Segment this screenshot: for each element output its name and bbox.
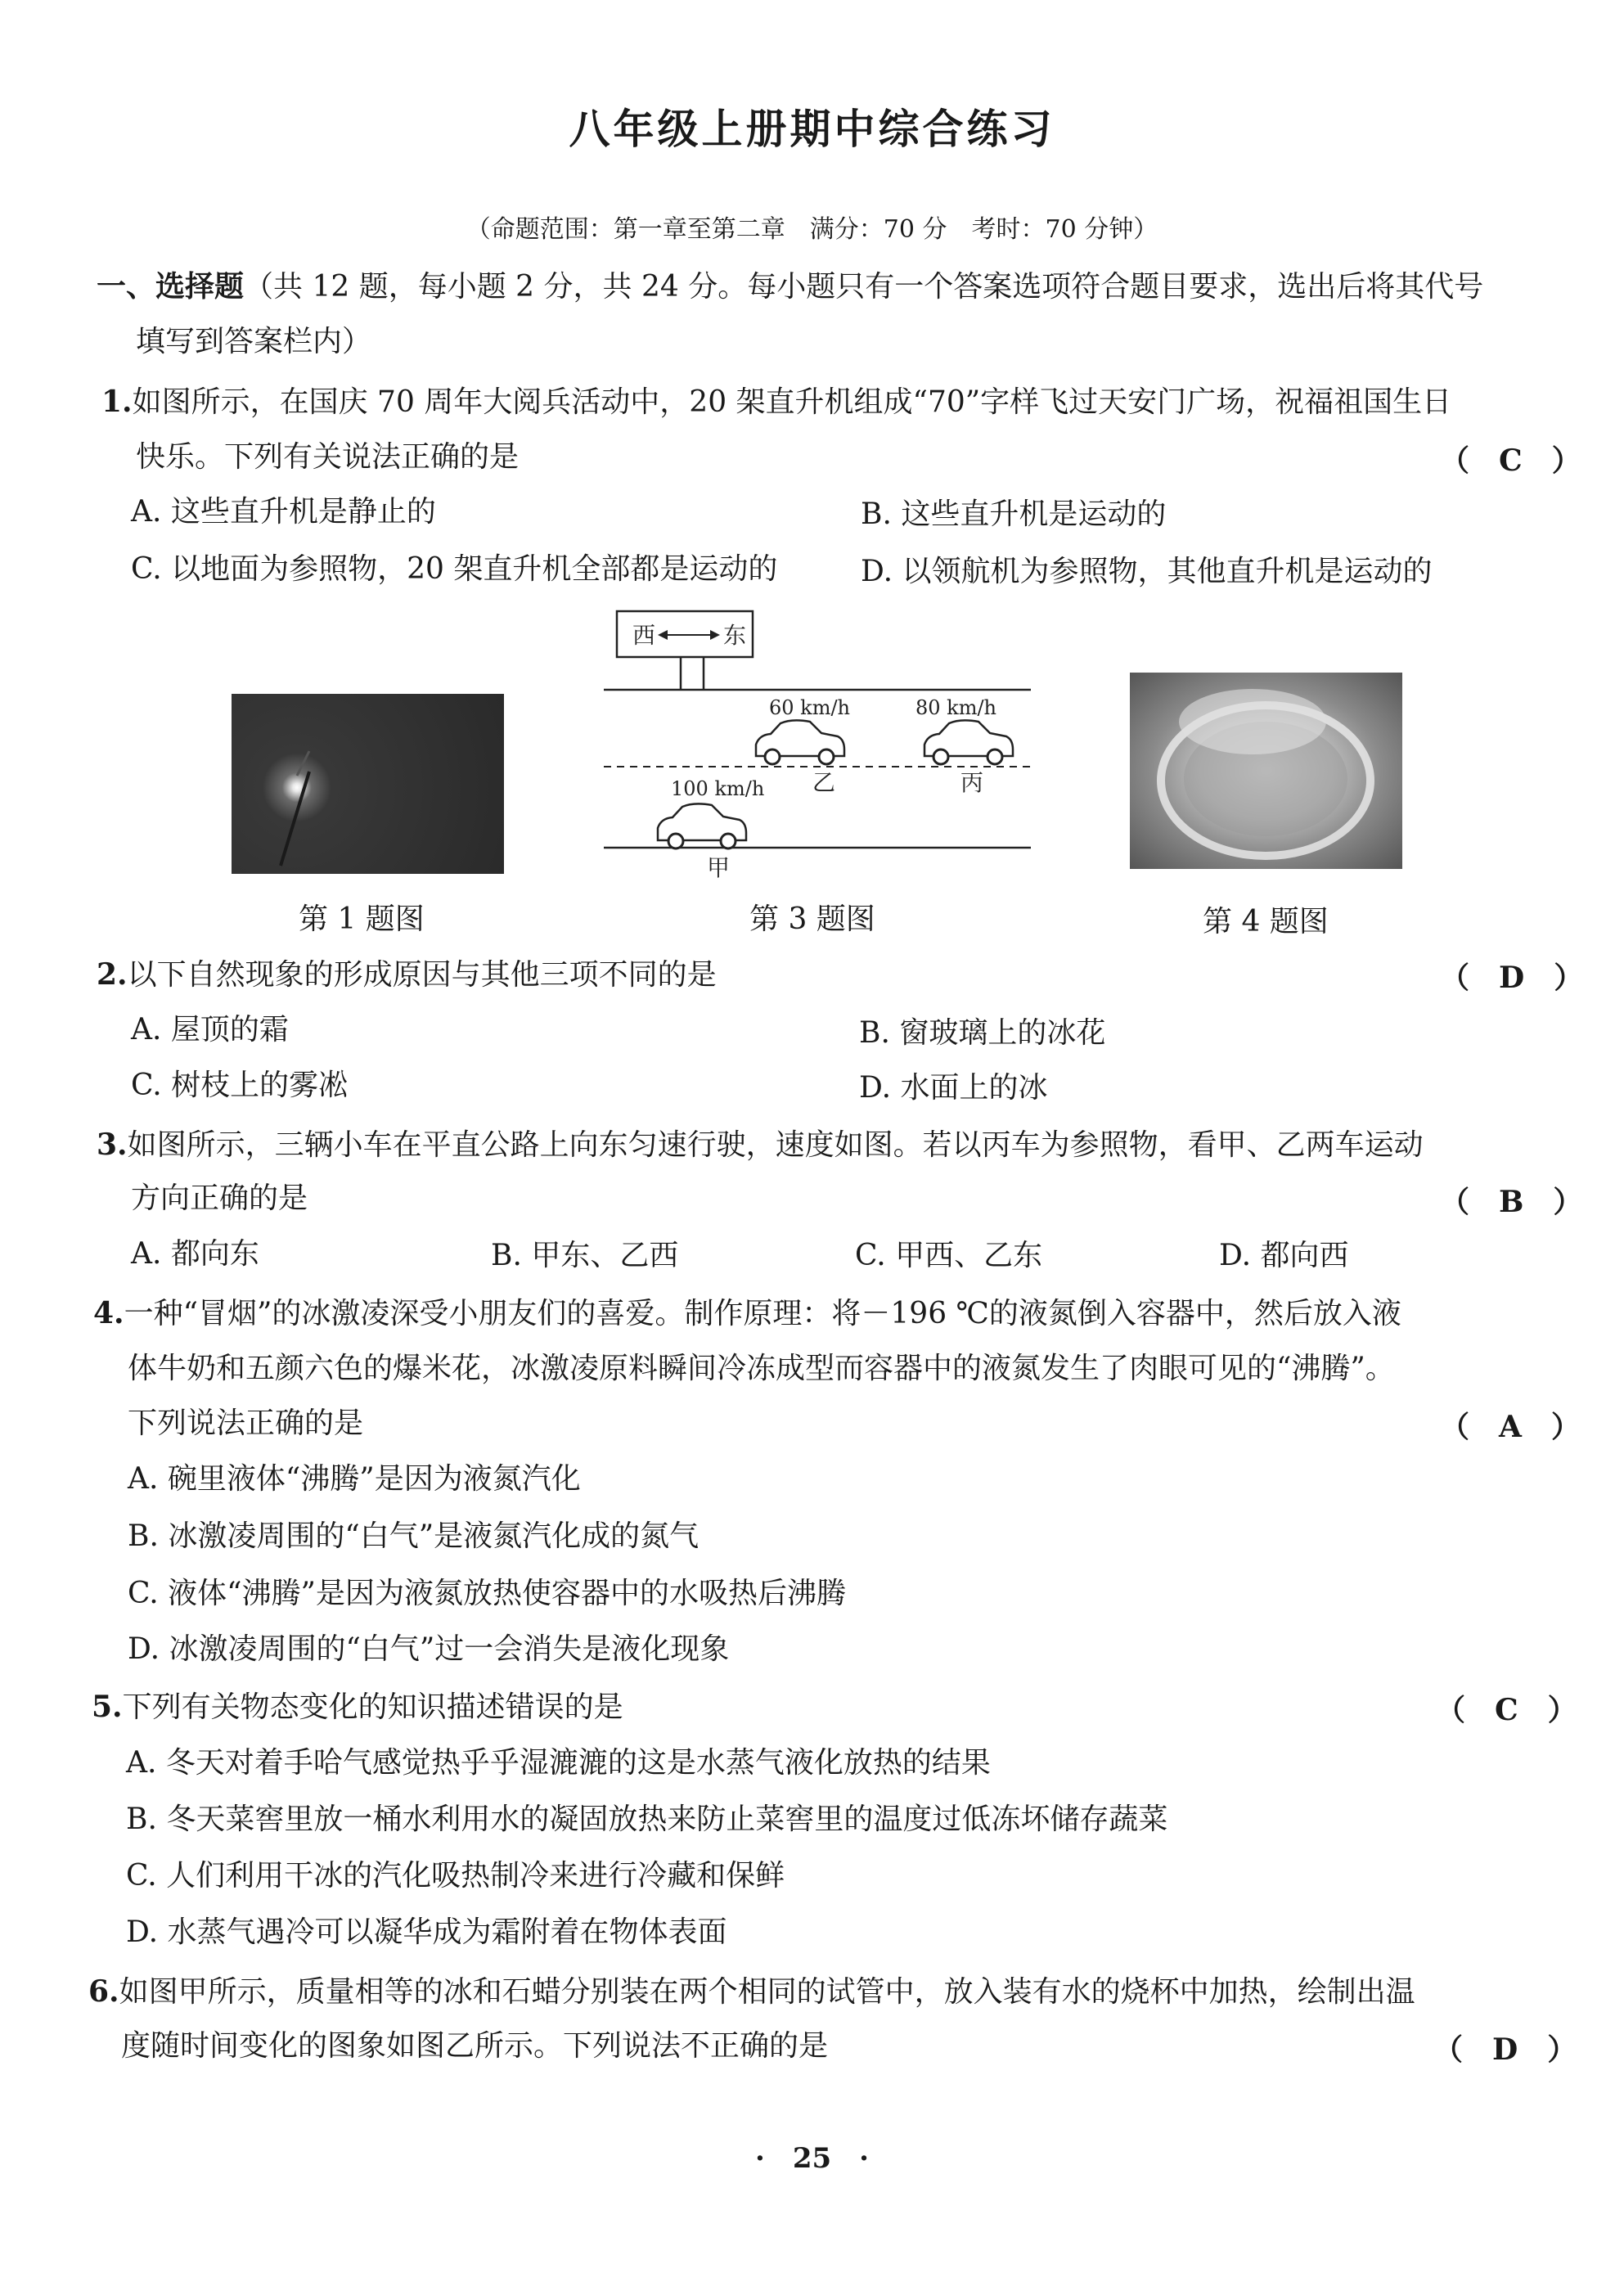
answer-blank: （ C ） <box>1440 443 1581 478</box>
option-a: A. 屋顶的霜 <box>131 1013 289 1046</box>
option-a: A. 冬天对着手哈气感觉热乎乎湿漉漉的这是水蒸气液化放热的结果 <box>126 1746 991 1780</box>
exam-scope: （命题范围：第一章至第二章 满分：70 分 考时：70 分钟） <box>466 215 1158 244</box>
question-5 <box>92 1688 623 1726</box>
car-bing-label: 丙 <box>960 769 984 796</box>
question-number: 1. <box>101 385 133 419</box>
car-yi <box>756 696 850 796</box>
answer-blank: （ D ） <box>1440 961 1584 995</box>
fig1-caption: 第 1 题图 <box>299 902 425 936</box>
option-d: D. 冰激凌周围的“白气”过一会消失是液化现象 <box>128 1632 730 1666</box>
question-3 <box>97 1126 1424 1164</box>
car-yi-label: 乙 <box>812 769 836 796</box>
section-instructions: （共 12 题，每小题 2 分，共 24 分。每小题只有一个答案选项符合题目要求，选出后将其代号 <box>244 270 1484 304</box>
option-b: B. 冰激凌周围的“白气”是液氮汽化成的氮气 <box>128 1519 700 1553</box>
answer-blank: （ B ） <box>1440 1185 1583 1219</box>
option-d: D. 都向西 <box>1219 1239 1349 1272</box>
car-jia <box>658 777 764 881</box>
question-1 <box>101 383 1451 421</box>
question-6 <box>88 1973 1415 2011</box>
fig4-caption: 第 4 题图 <box>1203 905 1329 938</box>
car-bing-speed: 80 km/h <box>915 696 997 719</box>
car-jia-label: 甲 <box>707 854 731 881</box>
question-text: 如图甲所示，质量相等的冰和石蜡分别装在两个相同的试管中，放入装有水的烧杯中加热，绘制出温 <box>119 1975 1415 2009</box>
fig4-photo <box>1130 673 1402 869</box>
question-3-cont: 方向正确的是 <box>131 1182 308 1215</box>
option-b: B. 窗玻璃上的冰花 <box>859 1016 1106 1050</box>
question-number: 3. <box>97 1127 128 1162</box>
question-text: 一种“冒烟”的冰激凌深受小朋友们的喜爱。制作原理：将－196 ℃的液氮倒入容器中，然后放入液 <box>124 1297 1401 1330</box>
car-yi-speed: 60 km/h <box>769 696 851 719</box>
sign-west: 西 <box>632 622 656 649</box>
question-6-cont: 度随时间变化的图象如图乙所示。下列说法不正确的是 <box>121 2029 829 2063</box>
option-b: B. 这些直升机是运动的 <box>861 497 1167 531</box>
option-b: B. 甲东、乙西 <box>491 1239 679 1272</box>
question-text: 以下自然现象的形成原因与其他三项不同的是 <box>127 958 717 992</box>
question-number: 4. <box>93 1296 124 1330</box>
option-c: C. 液体“沸腾”是因为液氮放热使容器中的水吸热后沸腾 <box>128 1577 846 1610</box>
option-c: C. 甲西、乙东 <box>855 1239 1043 1272</box>
car-jia-speed: 100 km/h <box>671 777 765 800</box>
answer-blank: （ A ） <box>1440 1410 1581 1444</box>
option-d: D. 水蒸气遇冷可以凝华成为霜附着在物体表面 <box>126 1915 727 1949</box>
fig3-road-diagram <box>596 605 1037 884</box>
sign-east: 东 <box>723 622 747 649</box>
question-text: 下列有关物态变化的知识描述错误的是 <box>122 1690 623 1724</box>
option-c: C. 人们利用干冰的汽化吸热制冷来进行冷藏和保鲜 <box>126 1859 785 1893</box>
question-4-cont2: 下列说法正确的是 <box>128 1407 364 1440</box>
option-c: C. 以地面为参照物，20 架直升机全部都是运动的 <box>131 552 778 586</box>
question-number: 2. <box>97 957 128 992</box>
question-4 <box>93 1294 1401 1333</box>
option-a: A. 这些直升机是静止的 <box>131 495 436 529</box>
section-instructions-cont: 填写到答案栏内） <box>136 325 372 358</box>
option-a: A. 碗里液体“沸腾”是因为液氮汽化 <box>128 1462 581 1496</box>
answer-blank: （ C ） <box>1436 1693 1577 1727</box>
question-text: 如图所示，三辆小车在平直公路上向东匀速行驶，速度如图。若以丙车为参照物，看甲、乙两车运动 <box>127 1128 1424 1162</box>
question-text: 如图所示，在国庆 70 周年大阅兵活动中，20 架直升机组成“70”字样飞过天安门广场，祝福祖国生日 <box>132 385 1452 419</box>
option-a: A. 都向东 <box>131 1237 259 1271</box>
answer-blank: （ D ） <box>1433 2032 1577 2067</box>
question-number: 5. <box>92 1690 123 1724</box>
question-1-cont: 快乐。下列有关说法正确的是 <box>136 440 520 474</box>
page-number: · 25 · <box>755 2142 869 2175</box>
fig1-lamppost <box>232 694 504 874</box>
question-4-cont: 体牛奶和五颜六色的爆米花，冰激凌原料瞬间冷冻成型而容器中的液氮发生了肉眼可见的“沸腾”。 <box>128 1352 1395 1385</box>
option-d: D. 以领航机为参照物，其他直升机是运动的 <box>861 555 1433 588</box>
section-label: 一、选择题 <box>97 269 245 304</box>
fig1-photo <box>232 694 504 874</box>
question-2 <box>97 956 717 994</box>
car-bing <box>915 696 1013 796</box>
option-b: B. 冬天菜窖里放一桶水利用水的凝固放热来防止菜窖里的温度过低冻坏储存蔬菜 <box>126 1803 1168 1836</box>
option-d: D. 水面上的冰 <box>859 1071 1048 1105</box>
option-c: C. 树枝上的雾凇 <box>131 1069 349 1102</box>
page-title: 八年级上册期中综合练习 <box>569 105 1055 153</box>
question-number: 6. <box>88 1974 119 2009</box>
fig3-caption: 第 3 题图 <box>749 902 875 936</box>
section-header <box>97 268 1483 306</box>
